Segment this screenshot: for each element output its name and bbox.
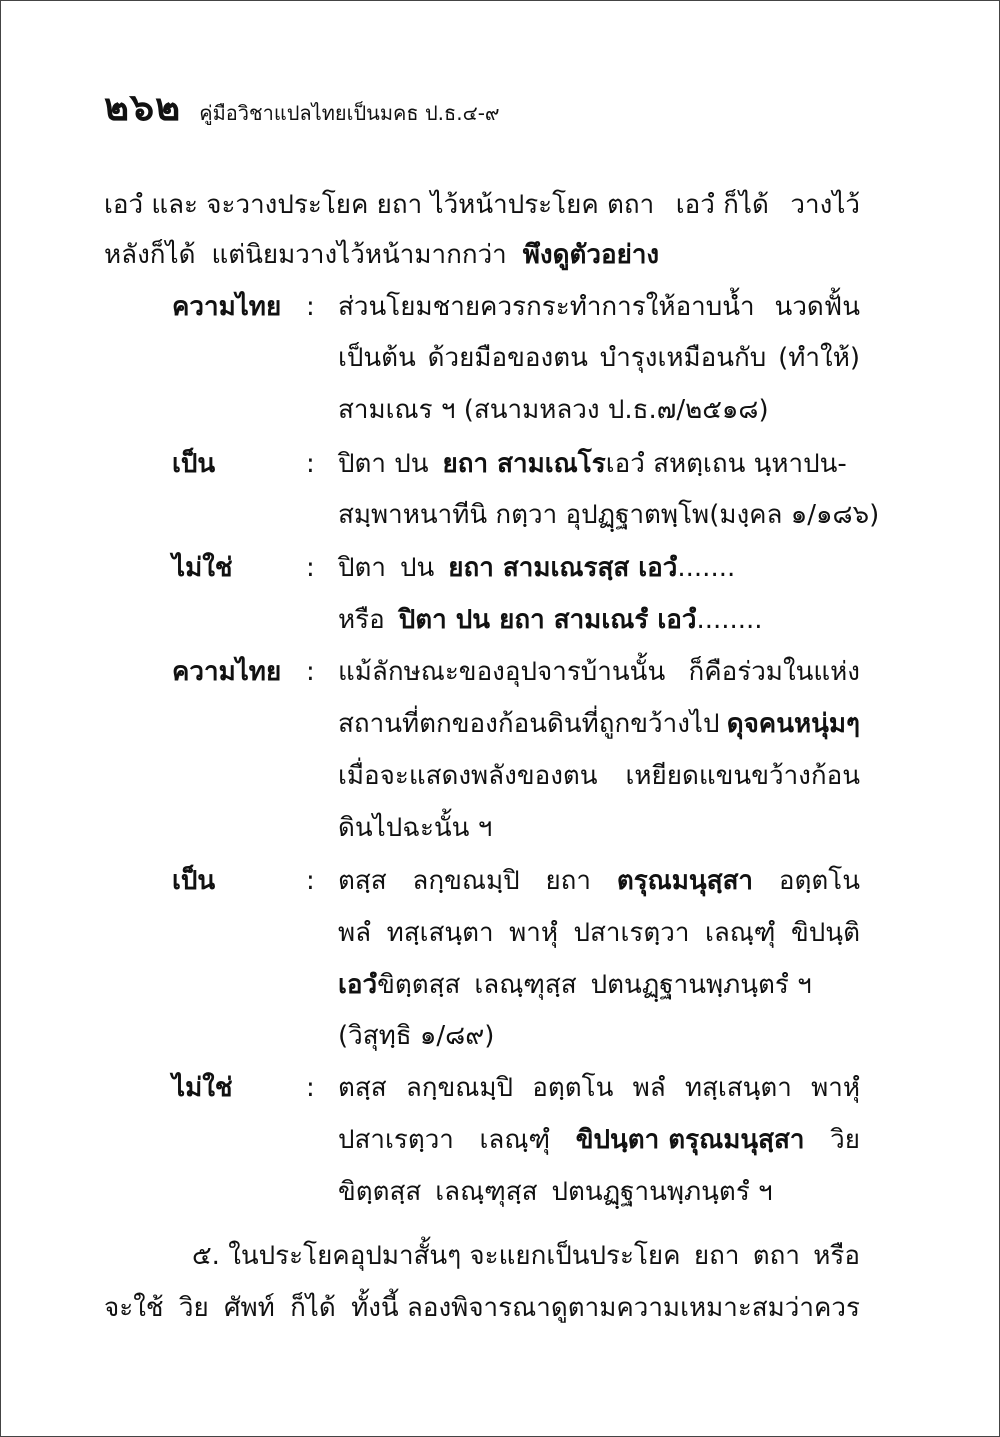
mai-2-line-2: ปสาเรตฺวา เลณฺฑุํ ขิปนฺตา ตรุณมนุสฺสา วิย	[338, 1125, 860, 1155]
pen-1-line-2: สมฺพาหนาทีนิ กตฺวา อุปฏฺฐาตพฺโพ (มงฺคล ๑/๑๘๖)	[338, 500, 880, 530]
intro-line-2: หลังก็ได้ แต่นิยมวางไว้หน้ามากกว่า พึงดูตัวอย่าง	[104, 235, 860, 275]
thai-2-line-3: เมื่อจะแสดงพลังของตน เหยียดแขนขว้างก้อน	[338, 761, 860, 791]
example-cue: พึงดูตัวอย่าง	[522, 240, 660, 270]
mai-1-line-2: หรือ ปิตา ปน ยถา สามเณรํ เอวํ ........	[338, 605, 763, 635]
thai-2-line-4: ดินไปฉะนั้น ฯ	[338, 813, 493, 843]
pen-1-line-1: ปิตา ปน ยถา สามเณโร เอวํ สหตฺเถน นฺหาปน-	[338, 449, 847, 479]
colon: :	[306, 292, 315, 322]
thai-2-line-1: แม้ลักษณะของอุปจารบ้านนั้น ก็คือร่วมในแห่ง	[338, 657, 860, 687]
page-number: ๒๖๒	[104, 85, 182, 129]
thai-1-line-3: สามเณร ฯ (สนามหลวง ป.ธ.๗/๒๕๑๘)	[338, 395, 769, 425]
label-thai-2: ความไทย	[172, 657, 282, 687]
pen-2-line-1: ตสฺส ลกฺขณมฺปิ ยถา ตรุณมนุสฺสา อตฺตโน	[338, 866, 860, 896]
label-pen-2: เป็น	[172, 866, 216, 896]
page-header	[104, 76, 500, 129]
colon: :	[306, 866, 315, 896]
thai-2-line-2: สถานที่ตกของก้อนดินที่ถูกขว้างไป ดุจคนหนุ่มๆ	[338, 709, 860, 739]
running-title: คู่มือวิชาแปลไทยเป็นมคธ ป.ธ.๔-๙	[199, 101, 500, 125]
pen-2-line-4: (วิสุทฺธิ ๑/๘๙)	[338, 1021, 495, 1051]
label-mai-1: ไม่ใช่	[172, 553, 233, 583]
pen-2-line-2: พลํ ทสฺเสนฺตา พาหุํ ปสาเรตฺวา เลณฺฑุํ ขิปนฺติ	[338, 918, 860, 948]
thai-1-line-1: ส่วนโยมชายควรกระทำการให้อาบน้ำ นวดฟั้น	[338, 292, 860, 322]
label-pen-1: เป็น	[172, 449, 216, 479]
mai-2-line-3: ขิตฺตสฺส เลณฺฑุสฺส ปตนฏฺฐานพฺภนฺตรํ ฯ	[338, 1177, 773, 1207]
colon: :	[306, 553, 315, 583]
label-thai-1: ความไทย	[172, 292, 282, 322]
pen-2-line-3: เอวํ ขิตฺตสฺส เลณฺฑุสฺส ปตนฏฺฐานพฺภนฺตรํ ฯ	[338, 970, 812, 1000]
closing-line-2: จะใช้ วิย ศัพท์ ก็ได้ ทั้งนี้ ลองพิจารณาดูตามความเหมาะสมว่าควร	[104, 1293, 860, 1323]
mai-1-line-1: ปิตา ปน ยถา สามเณรสฺส เอวํ .......	[338, 553, 736, 583]
closing-line-1: ๕. ในประโยคอุปมาสั้นๆ จะแยกเป็นประโยค ยถา ตถา หรือ	[192, 1241, 860, 1271]
thai-1-line-2: เป็นต้น ด้วยมือของตน บำรุงเหมือนกับ (ทำให้)	[338, 343, 860, 373]
colon: :	[306, 1073, 315, 1103]
colon: :	[306, 449, 315, 479]
colon: :	[306, 657, 315, 687]
mai-2-line-1: ตสฺส ลกฺขณมฺปิ อตฺตโน พลํ ทสฺเสนฺตา พาหุํ	[338, 1073, 860, 1103]
intro-line-1: เอวํ และ จะวางประโยค ยถา ไว้หน้าประโยค ตถา เอวํ ก็ได้ วางไว้	[104, 190, 860, 220]
label-mai-2: ไม่ใช่	[172, 1073, 233, 1103]
